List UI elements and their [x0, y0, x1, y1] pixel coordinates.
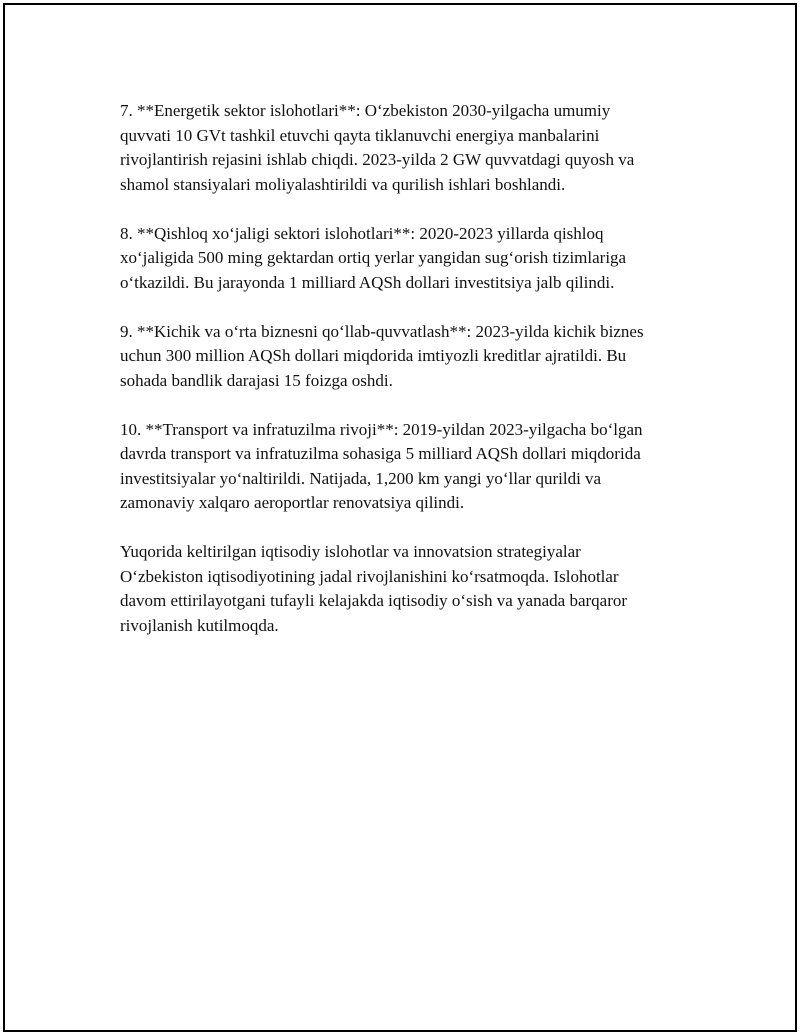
text-line: davom ettirilayotgani tufayli kelajakda iqtisodiy o‘sish va yanada barqaror — [120, 591, 628, 610]
text-line: shamol stansiyalari moliyalashtirildi va qurilish ishlari boshlandi. — [120, 174, 566, 194]
text-line: investitsiyalar yo‘naltirildi. Natijada, 1,200 km yangi yo‘llar qurildi va — [120, 468, 602, 488]
document-body — [120, 99, 710, 663]
text-line: rivojlanish kutilmoqda. — [120, 615, 279, 635]
text-line: xo‘jaligida 500 ming gektardan ortiq yerlar yangidan sug‘orish tizimlariga — [120, 248, 627, 267]
text-line: 10. **Transport va infratuzilma rivoji**: 2019-yildan 2023-yilgacha bo‘lgan — [120, 419, 643, 439]
text-line: O‘zbekiston iqtisodiyotining jadal rivojlanishini ko‘rsatmoqda. Islohotlar — [120, 566, 619, 586]
paragraph-conclusion — [120, 540, 710, 638]
text-line: quvvati 10 GVt tashkil etuvchi qayta tiklanuvchi energiya manbalarini — [120, 125, 600, 145]
text-line: rivojlantirish rejasini ishlab chiqdi. 2023-yilda 2 GW quvvatdagi quyosh va — [120, 150, 635, 169]
text-line: Yuqorida keltirilgan iqtisodiy islohotlar va innovatsion strategiyalar — [120, 542, 581, 561]
text-line: 9. **Kichik va o‘rta biznesni qo‘llab-quvvatlash**: 2023-yilda kichik biznes — [120, 321, 644, 341]
text-line: zamonaviy xalqaro aeroportlar renovatsiya qilindi. — [120, 493, 465, 512]
text-line: 7. **Energetik sektor islohotlari**: O‘zbekiston 2030-yilgacha umumiy — [120, 101, 611, 120]
paragraph-energy-reforms — [120, 99, 710, 197]
text-line: davrda transport va infratuzilma sohasiga 5 milliard AQSh dollari miqdorida — [120, 444, 641, 463]
text-line: o‘tkazildi. Bu jarayonda 1 milliard AQSh dollari investitsiya jalb qilindi. — [120, 272, 615, 292]
paragraph-small-business-support — [120, 320, 710, 394]
text-line: sohada bandlik darajasi 15 foizga oshdi. — [120, 370, 393, 390]
paragraph-agriculture-reforms — [120, 222, 710, 296]
text-line: uchun 300 million AQSh dollari miqdorida imtiyozli kreditlar ajratildi. Bu — [120, 346, 627, 365]
paragraph-transport-infrastructure — [120, 418, 710, 516]
text-line: 8. **Qishloq xo‘jaligi sektori islohotlari**: 2020-2023 yillarda qishloq — [120, 223, 604, 243]
document-page — [3, 3, 797, 1032]
